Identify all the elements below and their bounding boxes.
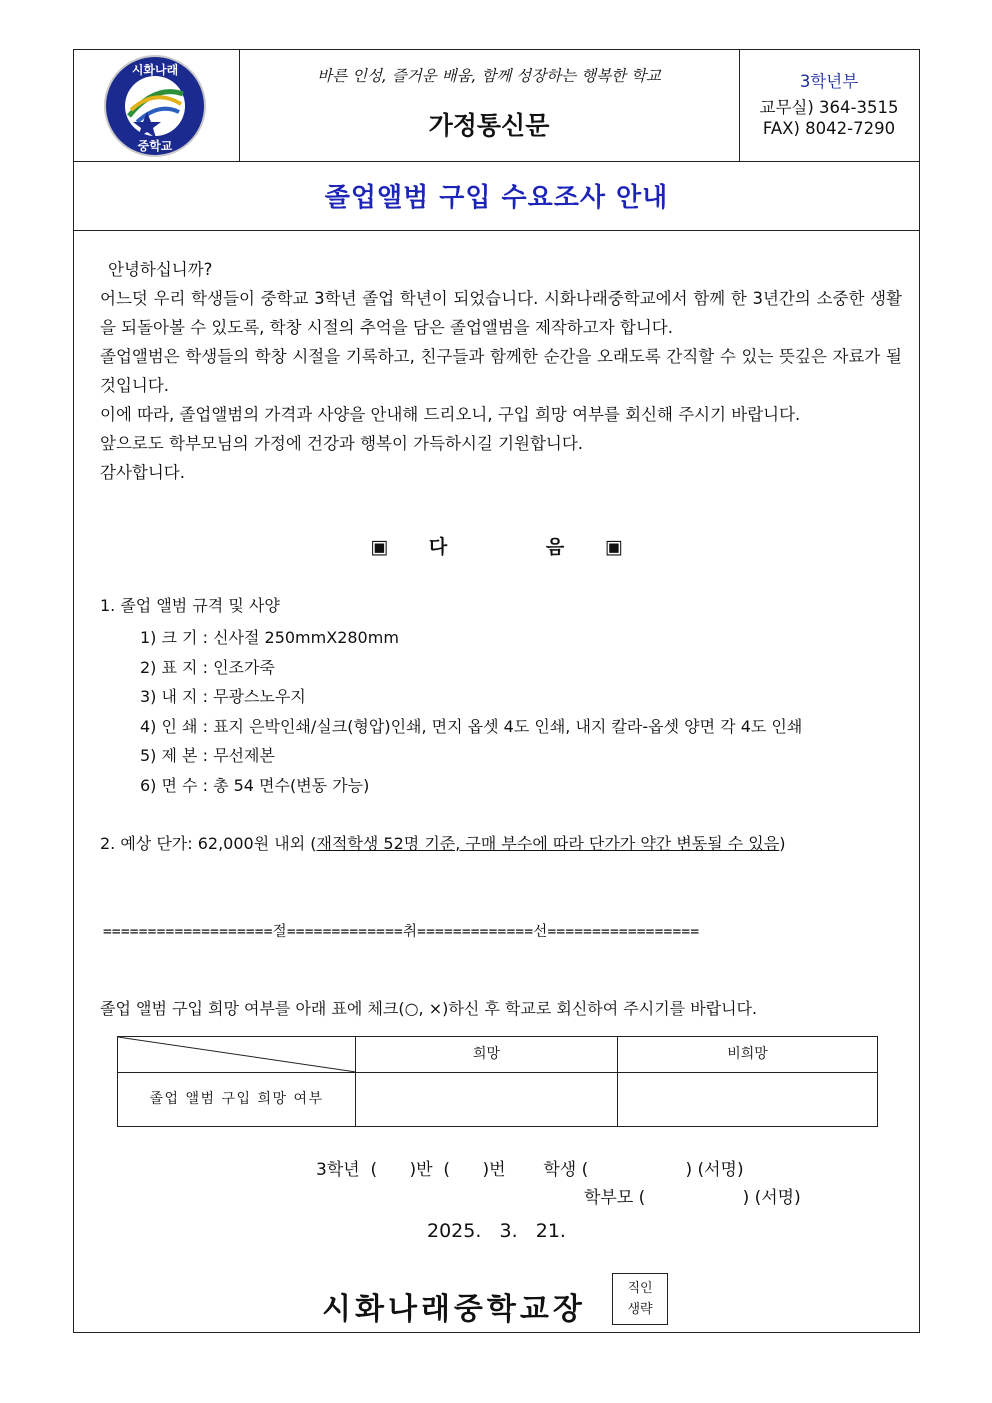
spec-list (140, 623, 802, 800)
heading-word-left: 다 (428, 536, 448, 558)
cut-line: ===================절=============취=============선================= (103, 924, 700, 940)
reply-table (117, 1036, 878, 1127)
heading-word-right: 음 (545, 536, 565, 558)
price-suffix: ) (779, 834, 786, 853)
parent-signature-line[interactable]: 학부모 ( ) (서명) (584, 1188, 801, 1208)
table-header-nohope: 비희망 (618, 1037, 877, 1073)
table-row-label: 졸업 앨범 구입 희망 여부 (118, 1073, 356, 1126)
issue-date: 2025. 3. 21. (427, 1220, 566, 1242)
principal-signature: 시화나래중학교장 (322, 1292, 586, 1327)
title-row (74, 161, 919, 231)
office-phone: 교무실) 364-3515 (759, 98, 899, 117)
seal-line-1: 직인 (627, 1281, 653, 1296)
paragraph-4: 앞으로도 학부모님의 가정에 건강과 행복이 가득하시길 기원합니다. (100, 434, 584, 453)
header-middle-cell (239, 50, 740, 161)
spec-item-paper: 3) 내 지 : 무광스노우지 (140, 687, 306, 706)
school-logo (103, 54, 207, 158)
newsletter-title: 가정통신문 (428, 111, 550, 140)
table-corner-cell (118, 1037, 356, 1073)
header-table (74, 50, 919, 162)
document-page (73, 49, 920, 1333)
price-line (100, 831, 785, 854)
student-signature-line[interactable]: 3학년 ( )반 ( )번 학생 ( ) (서명) (316, 1160, 744, 1180)
spec-item-size: 1) 크 기 : 신사절 250mmX280mm (140, 628, 399, 647)
diagonal-line (118, 1037, 356, 1073)
spec-section-title: 1. 졸업 앨범 규격 및 사양 (100, 596, 280, 615)
spec-item-printing: 4) 인 쇄 : 표지 은박인쇄/실크(형압)인쇄, 면지 옵셋 4도 인쇄, 내지 칼라-옵셋 양면 각 4도 인쇄 (140, 716, 803, 736)
paragraph-2: 졸업앨범은 학생들의 학창 시절을 기록하고, 친구들과 함께한 순간을 오래도록 간직할 수 있는 뜻깊은 자료가 될 것입니다. (100, 347, 902, 395)
table-header-hope: 희망 (356, 1037, 618, 1073)
heading-mark-left: ▣ (370, 536, 389, 558)
hope-check-cell[interactable] (356, 1073, 618, 1126)
nohope-check-cell[interactable] (618, 1073, 877, 1126)
price-prefix: 2. 예상 단가: 62,000원 내외 ( (100, 834, 317, 853)
price-note: 재적학생 52명 기준, 구매 부수에 따라 단가가 약간 변동될 수 있음 (316, 834, 780, 853)
department-label: 3학년부 (799, 72, 859, 91)
paragraph-3: 이에 따라, 졸업앨범의 가격과 사양을 안내해 드리오니, 구입 희망 여부를 회신해 주시기 바랍니다. (100, 405, 801, 424)
section-heading-daeum (74, 532, 919, 559)
letter-body (100, 255, 902, 487)
document-title: 졸업앨범 구입 수요조사 안내 (324, 183, 669, 213)
reply-instruction: 졸업 앨범 구입 희망 여부를 아래 표에 체크(○, ×)하신 후 학교로 회신하여 주시기를 바랍니다. (100, 999, 758, 1018)
header-contact-cell (739, 50, 919, 161)
greeting: 안녕하십니까? (108, 260, 213, 279)
spec-item-binding: 5) 제 본 : 무선제본 (140, 746, 275, 765)
school-motto: 바른 인성, 즐거운 배움, 함께 성장하는 행복한 학교 (317, 67, 661, 85)
heading-mark-right: ▣ (604, 536, 623, 558)
spec-item-cover: 2) 표 지 : 인조가죽 (140, 657, 275, 677)
paragraph-5: 감사합니다. (100, 463, 185, 482)
spec-item-pages: 6) 면 수 : 총 54 면수(변동 가능) (140, 775, 370, 795)
fax-number: FAX) 8042-7290 (762, 119, 896, 138)
seal-box (612, 1273, 668, 1325)
logo-cell (74, 50, 240, 161)
logo-text-top: 시화나래 (131, 63, 179, 77)
seal-line-2: 생략 (627, 1302, 653, 1317)
logo-text-bottom: 중학교 (137, 139, 173, 153)
paragraph-1: 어느덧 우리 학생들이 중학교 3학년 졸업 학년이 되었습니다. 시화나래중학교에서 함께 한 3년간의 소중한 생활을 되돌아볼 수 있도록, 학창 시절의 추억을 담은 졸업앨범을 제작하고자 합니다. (100, 289, 902, 337)
